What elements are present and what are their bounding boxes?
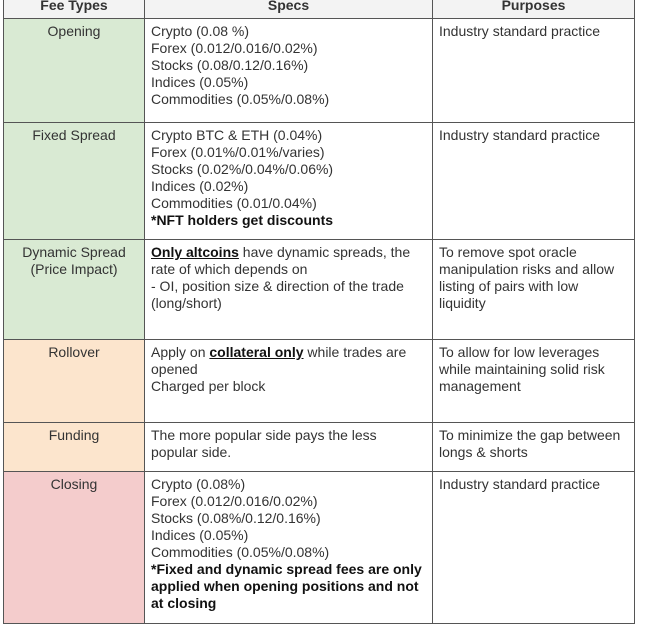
- spec-line: Stocks (0.02%/0.04%/0.06%): [151, 161, 334, 177]
- header-specs: Specs: [145, 0, 433, 19]
- fee-type-closing: Closing: [4, 472, 145, 624]
- specs-rollover: [145, 340, 433, 423]
- spec-emphasis: Only altcoins: [151, 244, 239, 260]
- table-row-fixed-spread: [4, 123, 635, 240]
- header-row: [4, 0, 635, 19]
- specs-dynamic-spread: [145, 240, 433, 340]
- spec-line: Forex (0.012/0.016/0.02%): [151, 493, 318, 509]
- spec-line: Crypto (0.08 %): [151, 23, 250, 39]
- spec-line: Charged per block: [151, 378, 266, 394]
- spec-line: Crypto (0.08%): [151, 476, 246, 492]
- fee-type-funding: Funding: [4, 423, 145, 472]
- spec-text: have dynamic spreads, the rate of which depends on: [151, 244, 411, 277]
- spec-emphasis: collateral only: [209, 344, 304, 360]
- specs-opening: [145, 19, 433, 123]
- spec-line: Indices (0.05%): [151, 527, 249, 543]
- spec-line: Indices (0.02%): [151, 178, 249, 194]
- spec-line: - OI, position size & direction of the trade (long/short): [151, 278, 404, 311]
- table-row-dynamic-spread: [4, 240, 635, 340]
- fee-type-fixed-spread: Fixed Spread: [4, 123, 145, 240]
- fee-type-opening: Opening: [4, 19, 145, 123]
- specs-closing: [145, 472, 433, 624]
- spec-text: while trades are opened: [151, 344, 407, 377]
- spec-paragraph: [151, 244, 426, 278]
- spec-note: *NFT holders get discounts: [151, 212, 334, 228]
- purpose-funding: To minimize the gap between longs & shorts: [433, 423, 635, 472]
- spec-line: Commodities (0.05%/0.08%): [151, 91, 330, 107]
- spec-line: Forex (0.012/0.016/0.02%): [151, 40, 318, 56]
- spec-line: Commodities (0.01/0.04%): [151, 195, 317, 211]
- fee-type-line: Dynamic Spread: [22, 244, 126, 260]
- spec-line: Crypto BTC & ETH (0.04%): [151, 127, 323, 143]
- table-row-closing: [4, 472, 635, 624]
- fee-type-rollover: Rollover: [4, 340, 145, 423]
- table-row-funding: [4, 423, 635, 472]
- purpose-dynamic-spread: To remove spot oracle manipulation risks and allow listing of pairs with low liquidity: [433, 240, 635, 340]
- spec-line: Indices (0.05%): [151, 74, 249, 90]
- spec-note: *Fixed and dynamic spread fees are only applied when opening positions and not at closing: [151, 561, 422, 611]
- purpose-closing: Industry standard practice: [433, 472, 635, 624]
- specs-fixed-spread: [145, 123, 433, 240]
- table-row-rollover: [4, 340, 635, 423]
- purpose-rollover: To allow for low leverages while maintaining solid risk management: [433, 340, 635, 423]
- spec-line: Stocks (0.08%/0.12/0.16%): [151, 510, 321, 526]
- spec-line: Commodities (0.05%/0.08%): [151, 544, 330, 560]
- fee-type-dynamic-spread: [4, 240, 145, 340]
- spec-text: Apply on: [151, 344, 210, 360]
- specs-funding: The more popular side pays the less popular side.: [145, 423, 433, 472]
- table-row-opening: [4, 19, 635, 123]
- fee-table: [3, 0, 635, 624]
- header-purposes: Purposes: [433, 0, 635, 19]
- spec-line: Stocks (0.08/0.12/0.16%): [151, 57, 309, 73]
- spec-line: Forex (0.01%/0.01%/varies): [151, 144, 325, 160]
- purpose-fixed-spread: Industry standard practice: [433, 123, 635, 240]
- fee-type-line: (Price Impact): [30, 261, 118, 277]
- purpose-opening: Industry standard practice: [433, 19, 635, 123]
- header-fee-types: Fee Types: [4, 0, 145, 19]
- spec-paragraph: [151, 344, 426, 378]
